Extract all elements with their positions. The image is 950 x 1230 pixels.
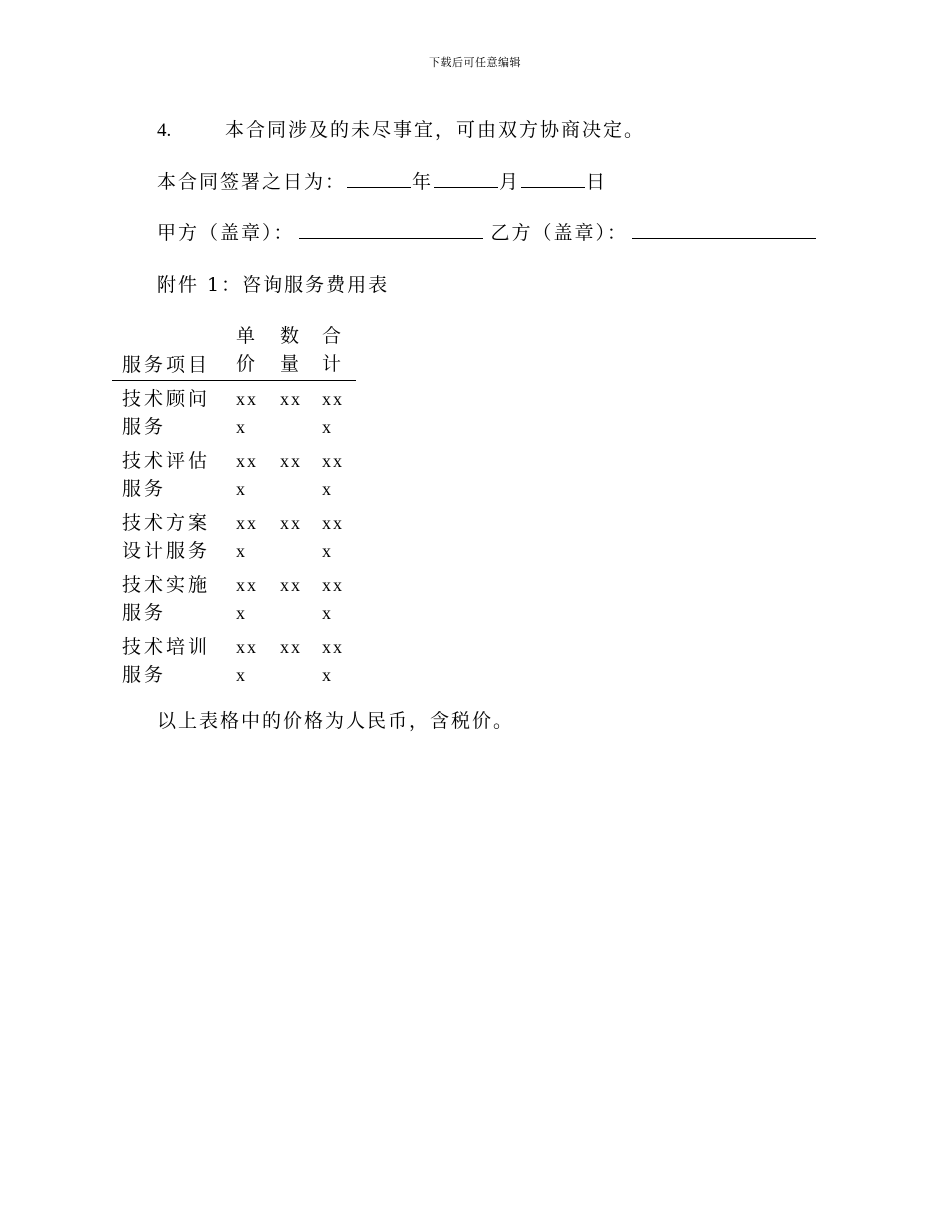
total: xxx [322,575,344,623]
party-b-label: 乙方（盖章）： [490,222,629,244]
quantity: xx [280,451,302,471]
unit-price: xxx [236,513,258,561]
party-a-label: 甲方（盖章）： [157,222,295,244]
table-row [112,629,356,691]
clause-4 [157,115,645,142]
signing-date-label: 本合同签署之日为： [157,171,347,193]
clause-number: 4. [157,120,172,141]
party-a-blank [299,220,483,239]
table-row [112,443,356,505]
signing-date-line [157,167,607,194]
unit-price: xxx [236,637,258,685]
table-row [112,505,356,567]
unit-price: xxx [236,575,258,623]
year-label: 年 [412,171,434,193]
clause-text: 本合同涉及的未尽事宜，可由双方协商决定。 [225,119,646,141]
table-row [112,381,356,443]
service-name: 技术实施服务 [122,574,211,624]
price-note: 以上表格中的价格为人民币，含税价。 [157,710,515,732]
quantity: xx [280,575,302,595]
month-label: 月 [499,171,521,193]
quantity: xx [280,513,302,533]
day-blank [521,169,585,188]
attachment-title: 附件 1：咨询服务费用表 [157,274,390,296]
quantity: xx [280,637,302,657]
day-label: 日 [586,171,608,193]
total: xxx [322,637,344,685]
parties-line [157,218,824,245]
quantity: xx [280,389,302,409]
service-name: 技术评估服务 [122,450,211,500]
service-name: 技术培训服务 [122,636,211,686]
unit-price: xxx [236,389,258,437]
total: xxx [322,513,344,561]
header-service-item: 服务项目 [122,354,211,376]
unit-price: xxx [236,451,258,499]
page-header: 下载后可任意编辑 [429,56,521,69]
party-b-blank [632,220,816,239]
header-quantity: 数量 [280,325,303,375]
total: xxx [322,451,344,499]
header-total: 合计 [322,325,345,375]
service-name: 技术方案设计服务 [122,512,211,562]
month-blank [434,169,498,188]
table-header [112,320,356,381]
total: xxx [322,389,344,437]
year-blank [347,169,411,188]
service-name: 技术顾问服务 [122,388,211,438]
header-unit-price: 单价 [236,325,259,375]
table-row [112,567,356,629]
fee-table [112,320,356,691]
